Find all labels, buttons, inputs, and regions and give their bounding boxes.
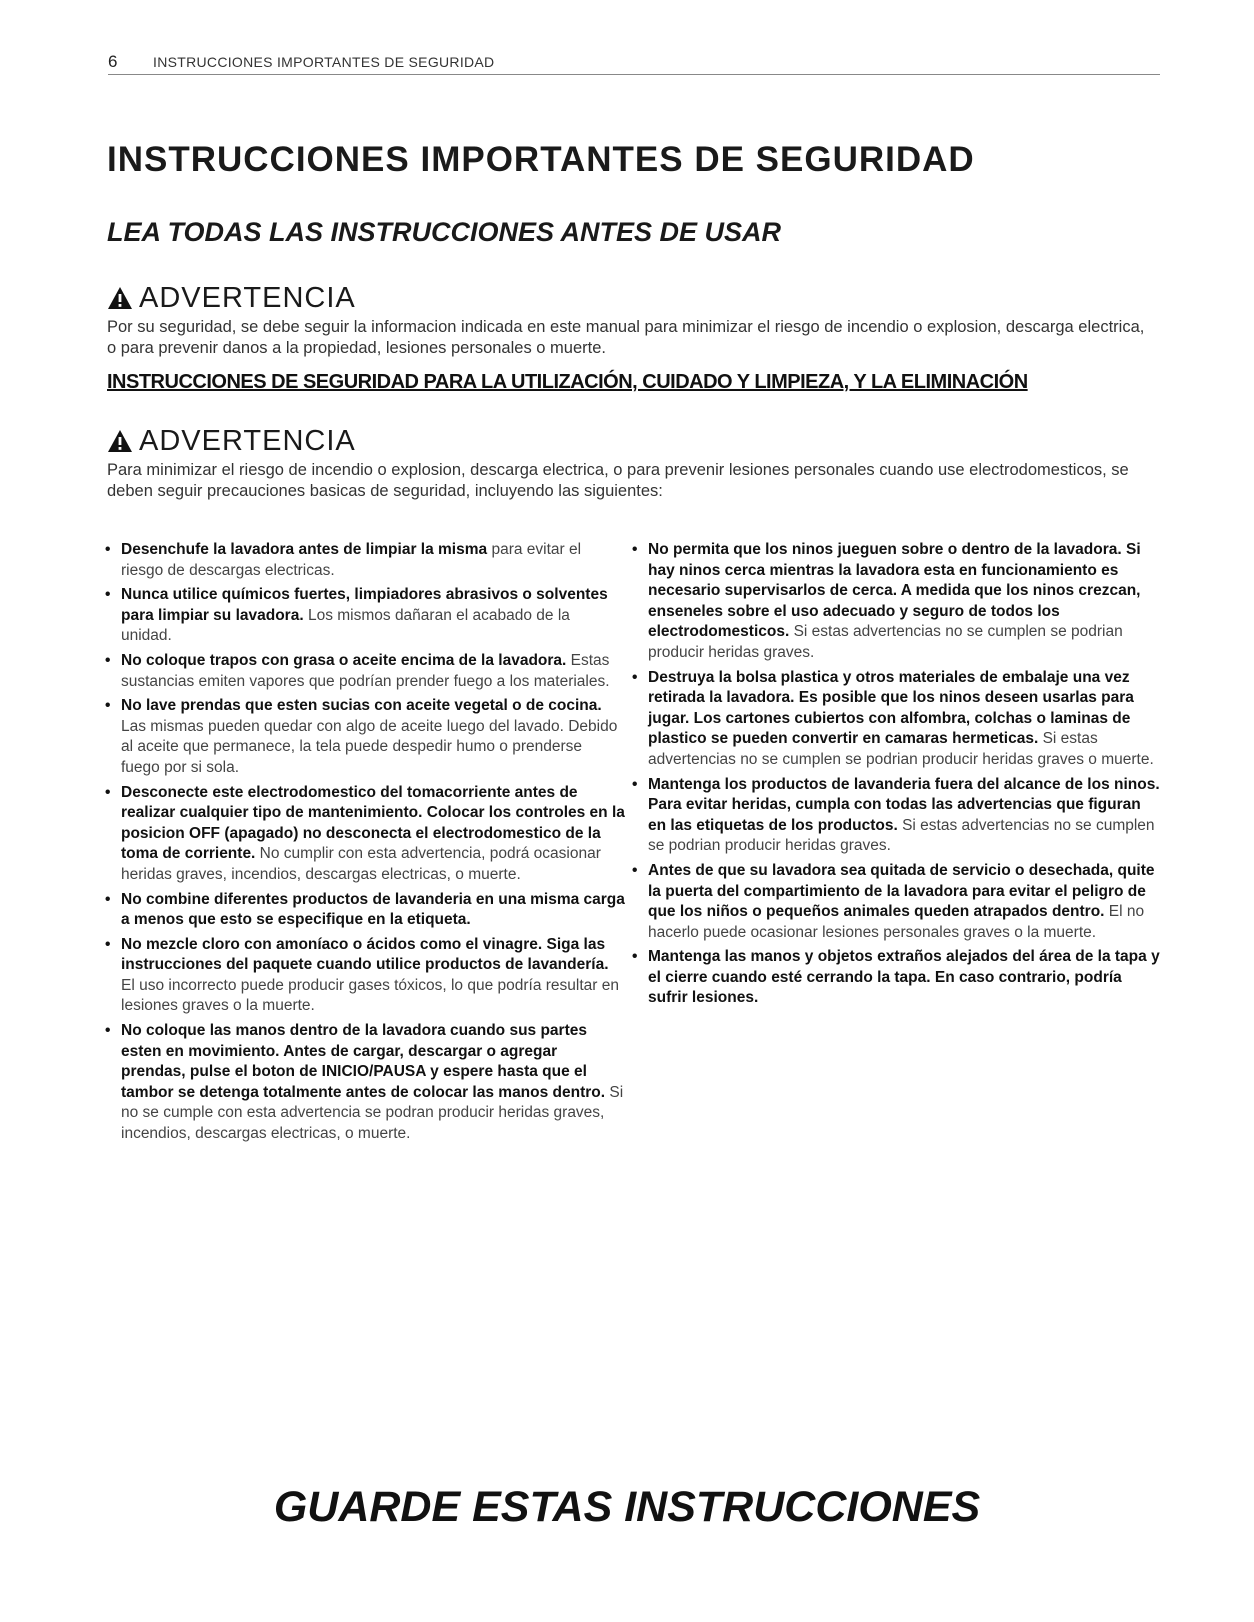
item-bold: Mantenga los productos de lavanderia fuera del alcance de los ninos. Para evitar heridas, cumpla con todas las advertencias que figuran en las etiquetas de los productos.: [648, 775, 1160, 834]
item-text: Si estas advertencias no se cumplen se podrian producir heridas graves.: [648, 623, 1123, 661]
item-text: El uso incorrecto puede producir gases tóxicos, lo que podría resultar en lesiones graves o la muerte.: [121, 976, 620, 1015]
page-subtitle: LEA TODAS LAS INSTRUCCIONES ANTES DE USAR: [107, 217, 782, 247]
list-item: • Nunca utilice químicos fuertes, limpiadores abrasivos o solventes para limpiar su lavadora. Los mismos dañaran el acabado de la unidad.: [105, 586, 608, 645]
safety-list-left: [105, 540, 625, 1149]
item-bold: Mantenga las manos y objetos extraños alejados del área de la tapa y el cierre cuando esté cerrando la tapa. En caso contrario, podría sufrir lesiones.: [648, 948, 1160, 1007]
list-item: • Desenchufe la lavadora antes de limpiar la misma para evitar el riesgo de descargas electricas.: [105, 541, 582, 579]
warning-heading: [107, 281, 1157, 315]
item-bold: Nunca utilice químicos fuertes, limpiadores abrasivos o solventes para limpiar su lavadora.: [121, 586, 608, 624]
item-text: Si no se cumple con esta advertencia se podran producir heridas graves, incendios, descargas electricas, o muerte.: [121, 1083, 624, 1143]
list-item: • Mantenga las manos y objetos extraños alejados del área de la tapa y el cierre cuando esté cerrando la tapa. En caso contrario, podría sufrir lesiones.: [632, 948, 1160, 1007]
warning-triangle-icon: [107, 286, 133, 310]
item-bold: Desenchufe la lavadora antes de limpiar la misma: [121, 541, 488, 558]
section-heading: INSTRUCCIONES DE SEGURIDAD PARA LA UTILIZACIÓN, CUIDADO Y LIMPIEZA, Y LA ELIMINACIÓN: [107, 371, 1028, 393]
item-bold: No lave prendas que esten sucias con aceite vegetal o de cocina.: [121, 697, 602, 715]
warning-block-1: [107, 281, 1157, 359]
item-text: Si estas advertencias no se cumplen se podrian producir heridas graves o muerte.: [648, 730, 1154, 768]
list-item: • No coloque las manos dentro de la lavadora cuando sus partes esten en movimiento. Antes de cargar, descargar o agregar prendas, pulse el boton de INICIO/PAUSA y espere hasta que el tambor se detenga totalmente antes de colocar las manos dentro. Si no se cumple con esta advertencia se podran producir heridas graves, incendios, descargas electricas, o muerte.: [105, 1022, 624, 1143]
item-bold: Desconecte este electrodomestico del tomacorriente antes de realizar cualquier tipo de mantenimiento. Colocar los controles en la posicion OFF (apagado) no desconecta el electrodomestico de la toma de corriente.: [121, 783, 625, 863]
item-text: Los mismos dañaran el acabado de la unidad.: [121, 606, 570, 645]
warning-label: ADVERTENCIA: [139, 281, 356, 314]
item-text: Estas sustancias emiten vapores que podrían prender fuego a los materiales.: [121, 651, 610, 690]
list-item: • Destruya la bolsa plastica y otros materiales de embalaje una vez retirada la lavadora. Es posible que los ninos deseen usarlas para jugar. Los cartones cubiertos con alfombra, colchas o laminas de plastico se pueden convertir en camaras hermeticas. Si estas advertencias no se cumplen se podrian producir heridas graves o muerte.: [632, 668, 1154, 768]
list-item: • No mezcle cloro con amoníaco o ácidos como el vinagre. Siga las instrucciones del paquete cuando utilice productos de lavandería. El uso incorrecto puede producir gases tóxicos, lo que podría resultar en lesiones graves o la muerte.: [105, 935, 620, 1015]
list-item: • Desconecte este electrodomestico del tomacorriente antes de realizar cualquier tipo de mantenimiento. Colocar los controles en la posicion OFF (apagado) no desconecta el electrodomestico de la toma de corriente. No cumplir con esta advertencia, podrá ocasionar heridas graves, incendios, descargas electricas, o muerte.: [105, 783, 625, 883]
item-text: El no hacerlo puede ocasionar lesiones personales graves o la muerte.: [648, 903, 1145, 941]
warning-triangle-icon: [107, 429, 133, 453]
item-bold: No permita que los ninos jueguen sobre o dentro de la lavadora. Si hay ninos cerca mientras la lavadora esta en funcionamiento es necesario supervisarlos de cerca. A medida que los ninos crezcan, enseneles sobre el uso adecuado y seguro de todos los electrodomesticos.: [648, 541, 1141, 641]
list-item: • Mantenga los productos de lavanderia fuera del alcance de los ninos. Para evitar heridas, cumpla con todas las advertencias que figuran en las etiquetas de los productos. Si estas advertencias no se cumplen se podrian producir heridas graves.: [632, 775, 1160, 855]
item-bold: No coloque trapos con grasa o aceite encima de la lavadora.: [121, 651, 567, 669]
list-item: • No combine diferentes productos de lavanderia en una misma carga a menos que esto se especifique en la etiqueta.: [105, 890, 625, 929]
item-text: para evitar el riesgo de descargas electricas.: [121, 541, 582, 579]
warning-text: Por su seguridad, se debe seguir la informacion indicada en este manual para minimizar el riesgo de incendio o explosion, descarga electrica, o para prevenir danos a la propiedad, lesiones personales o muerte.: [107, 318, 1145, 357]
warning-block-2: [107, 424, 1157, 502]
item-bold: No combine diferentes productos de lavanderia en una misma carga a menos que esto se especifique en la etiqueta.: [121, 890, 625, 929]
list-item: • Antes de que su lavadora sea quitada de servicio o desechada, quite la puerta del compartimiento de la lavadora para evitar el peligro de que los niños o pequeños animales queden atrapados dentro. El no hacerlo puede ocasionar lesiones personales graves o la muerte.: [632, 861, 1155, 941]
warning-label: ADVERTENCIA: [139, 424, 356, 457]
list-item: • No coloque trapos con grasa o aceite encima de la lavadora. Estas sustancias emiten vapores que podrían prender fuego a los materiales.: [105, 651, 610, 690]
warning-heading: [107, 424, 1157, 458]
running-title: INSTRUCCIONES IMPORTANTES DE SEGURIDAD: [153, 54, 495, 70]
item-bold: Destruya la bolsa plastica y otros materiales de embalaje una vez retirada la lavadora. Es posible que los ninos deseen usarlas para jugar. Los cartones cubiertos con alfombra, colchas o laminas de plastico se pueden convertir en camaras hermeticas.: [648, 668, 1134, 748]
item-bold: Antes de que su lavadora sea quitada de servicio o desechada, quite la puerta del compartimiento de la lavadora para evitar el peligro de que los niños o pequeños animales queden atrapados dentro.: [648, 861, 1155, 921]
page-title: INSTRUCCIONES IMPORTANTES DE SEGURIDAD: [107, 140, 975, 179]
safety-list-right: [632, 540, 1160, 1013]
list-item: • No permita que los ninos jueguen sobre o dentro de la lavadora. Si hay ninos cerca mientras la lavadora esta en funcionamiento es necesario supervisarlos de cerca. A medida que los ninos crezcan, enseneles sobre el uso adecuado y seguro de todos los electrodomesticos. Si estas advertencias no se cumplen se podrian producir heridas graves.: [632, 541, 1141, 661]
item-bold: No mezcle cloro con amoníaco o ácidos como el vinagre. Siga las instrucciones del paquete cuando utilice productos de lavandería.: [121, 935, 609, 974]
list-item: • No lave prendas que esten sucias con aceite vegetal o de cocina. Las mismas pueden quedar con algo de aceite luego del lavado. Debido al aceite que permanece, la tela puede despedir humo o prenderse fuego por si sola.: [105, 697, 618, 776]
warning-text: Para minimizar el riesgo de incendio o explosion, descarga electrica, o para prevenir lesiones personales cuando use electrodomesticos, se deben seguir precauciones basicas de seguridad, incluyendo las siguientes:: [107, 461, 1129, 500]
item-text: Las mismas pueden quedar con algo de aceite luego del lavado. Debido al aceite que permanece, la tela puede despedir humo o prenderse fuego por si sola.: [121, 717, 618, 776]
item-text: Si estas advertencias no se cumplen se podrian producir heridas graves.: [648, 816, 1155, 855]
footer-title: GUARDE ESTAS INSTRUCCIONES: [273, 1483, 981, 1531]
page-header: [108, 52, 1160, 75]
page-number: 6: [108, 52, 118, 71]
item-text: No cumplir con esta advertencia, podrá ocasionar heridas graves, incendios, descargas electricas, o muerte.: [121, 845, 601, 883]
item-bold: No coloque las manos dentro de la lavadora cuando sus partes esten en movimiento. Antes de cargar, descargar o agregar prendas, pulse el boton de INICIO/PAUSA y espere hasta que el tambor se detenga totalmente antes de colocar las manos dentro.: [121, 1022, 606, 1101]
